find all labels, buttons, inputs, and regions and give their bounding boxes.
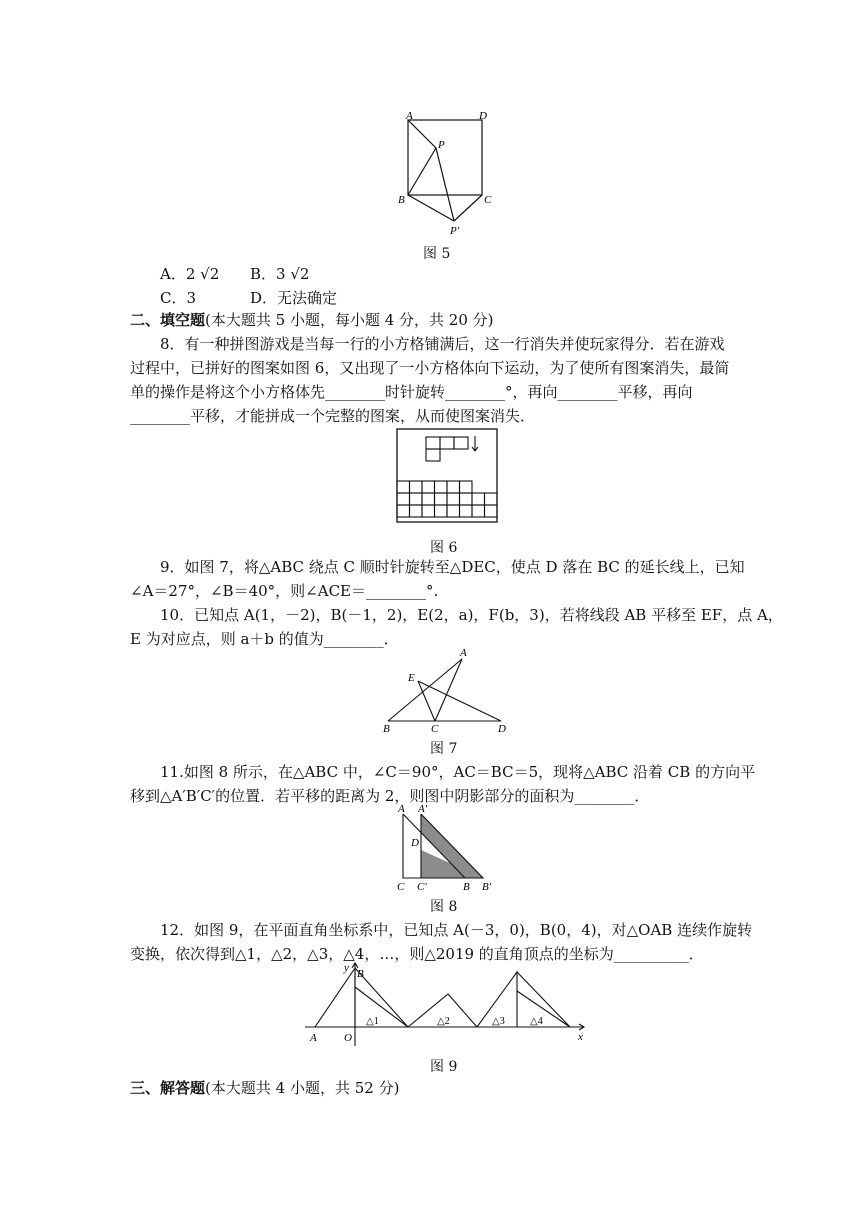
- q7-option-c: C．3: [160, 289, 197, 307]
- fig8-caption: 图 8: [430, 899, 458, 915]
- fig7-label-d: D: [498, 723, 506, 735]
- fig6-grid-cell: [472, 493, 485, 505]
- q11-line-2: 移到△A′B′C′的位置．若平移的距离为 2，则图中阴影部分的面积为________．: [130, 787, 650, 805]
- fig6-grid-cell: [460, 505, 473, 517]
- fig6-grid-cell: [447, 481, 460, 493]
- figure-9: [300, 960, 600, 1048]
- section-3-title: 三、解答题: [130, 1079, 206, 1097]
- fig6-grid-cell: [447, 505, 460, 517]
- fig6-caption: 图 6: [430, 540, 458, 556]
- fig5-label-c: C: [484, 194, 492, 206]
- fig7-label-e: E: [408, 672, 415, 684]
- fig8-label-a: A: [398, 803, 405, 815]
- figure-7: [380, 645, 520, 735]
- q11-line-1: 11.如图 8 所示，在△ABC 中，∠C＝90°，AC＝BC＝5，现将△ABC 沿着 CB 的方向平: [160, 763, 756, 781]
- section-2-title: 二、填空题: [130, 311, 206, 329]
- fig6-grid-cell: [485, 493, 498, 505]
- fig8-label-b-prime: B′: [482, 881, 492, 893]
- figure-5: [390, 108, 500, 238]
- fig9-label-b: B: [357, 968, 364, 980]
- fig6-grid-cell: [485, 505, 498, 517]
- fig9-label-triangle-3: △3: [492, 1016, 505, 1027]
- figure-8: [392, 802, 502, 894]
- fig6-grid-cell: [410, 493, 423, 505]
- fig5-caption: 图 5: [423, 246, 451, 262]
- fig6-grid-cell: [472, 505, 485, 517]
- q12-line-2: 变换，依次得到△1，△2，△3，△4，…，则△2019 的直角顶点的坐标为__________．: [130, 945, 704, 963]
- fig5-label-d: D: [479, 110, 487, 122]
- fig9-label-y: y: [344, 962, 349, 974]
- fig7-label-c: C: [431, 723, 439, 735]
- fig6-grid-cell: [422, 493, 435, 505]
- fig6-grid-cell: [422, 505, 435, 517]
- fig9-label-triangle-1: △1: [366, 1016, 379, 1027]
- fig7-label-b: B: [383, 723, 390, 735]
- fig9-label-o: O: [344, 1032, 352, 1044]
- q9-line-2: ∠A＝27°，∠B＝40°，则∠ACE＝________°.: [130, 582, 439, 600]
- fig9-label-a: A: [310, 1032, 317, 1044]
- fig8-label-c-prime: C′: [417, 881, 427, 893]
- q12-line-1: 12．如图 9，在平面直角坐标系中，已知点 A(－3，0)，B(0，4)，对△OAB 连续作旋转: [160, 921, 753, 939]
- q8-line-4: ________平移，才能拼成一个完整的图案，从而使图案消失．: [130, 407, 536, 425]
- fig7-caption: 图 7: [430, 741, 458, 757]
- fig5-label-a: A: [406, 110, 413, 122]
- fig6-grid-cell: [435, 493, 448, 505]
- fig6-grid-cell: [460, 493, 473, 505]
- q7-option-a: A．2 √2: [160, 265, 220, 283]
- section-3-heading: [130, 1078, 399, 1098]
- q8-line-3: 单的操作是将这个小方格体先________时针旋转________°，再向________平移，再向: [130, 383, 693, 401]
- q9-line-1: 9．如图 7，将△ABC 绕点 C 顺时针旋转至△DEC，使点 D 落在 BC 的延长线上，已知: [160, 558, 745, 576]
- q7-option-b: B．3 √2: [250, 265, 310, 283]
- fig8-label-b: B: [463, 881, 470, 893]
- fig9-caption: 图 9: [430, 1059, 458, 1075]
- fig6-grid-cell: [435, 505, 448, 517]
- fig6-grid-cell: [397, 481, 410, 493]
- fig5-label-p: P: [438, 139, 445, 151]
- fig6-grid-cell: [397, 505, 410, 517]
- fig6-grid-cell: [435, 481, 448, 493]
- q10-line-1: 10．已知点 A(1，－2)，B(－1，2)，E(2，a)，F(b，3)，若将线段 AB 平移至 EF，点 A，: [160, 606, 783, 624]
- fig6-grid-cell: [397, 493, 410, 505]
- fig8-label-a-prime: A′: [418, 803, 428, 815]
- fig6-grid-cell: [460, 481, 473, 493]
- fig6-grid-cell: [410, 481, 423, 493]
- fig6-grid-cell: [447, 493, 460, 505]
- fig7-label-a: A: [460, 647, 467, 659]
- q7-option-d: D．无法确定: [250, 289, 338, 307]
- figure-6: [396, 428, 498, 524]
- fig6-grid-cell: [422, 481, 435, 493]
- fig9-label-triangle-2: △2: [437, 1016, 450, 1027]
- fig9-label-triangle-4: △4: [530, 1016, 543, 1027]
- fig5-label-p-prime: P′: [450, 225, 460, 237]
- fig8-label-d: D: [411, 837, 419, 849]
- fig5-label-b: B: [398, 194, 405, 206]
- q10-line-2: E 为对应点，则 a＋b 的值为________．: [130, 630, 399, 648]
- q8-line-1: 8．有一种拼图游戏是当每一行的小方格铺满后，这一行消失并使玩家得分．若在游戏: [160, 335, 725, 353]
- section-2-heading: [130, 310, 494, 330]
- fig9-label-x: x: [578, 1031, 583, 1043]
- q8-line-2: 过程中，已拼好的图案如图 6，又出现了一小方格体向下运动，为了使所有图案消失，最简: [130, 359, 730, 377]
- section-3-note: (本大题共 4 小题，共 52 分): [205, 1079, 400, 1097]
- fig6-grid-cell: [410, 505, 423, 517]
- section-2-note: (本大题共 5 小题，每小题 4 分，共 20 分): [205, 311, 494, 329]
- fig8-label-c: C: [397, 881, 405, 893]
